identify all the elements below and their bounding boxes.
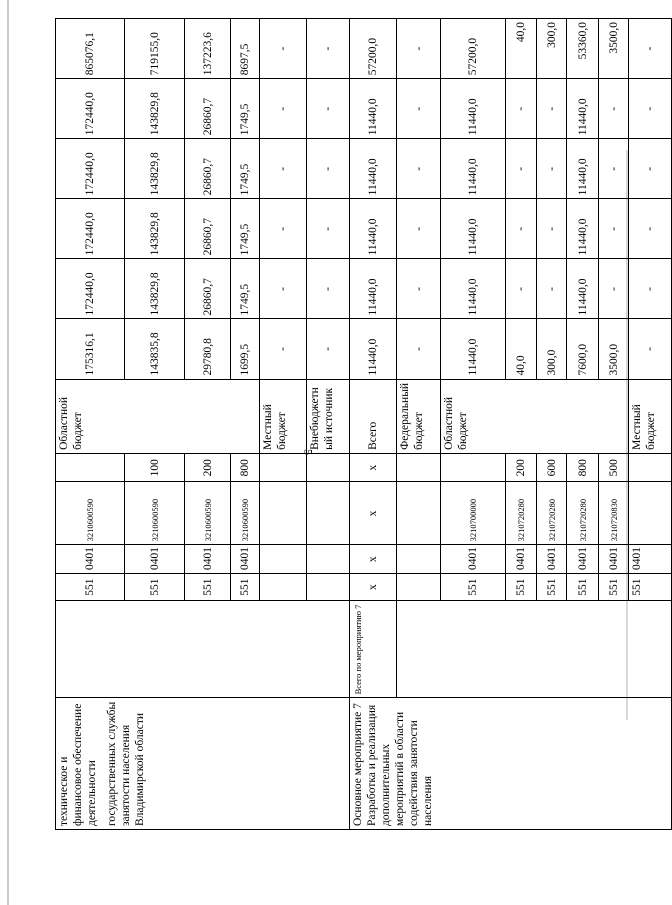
sum-cell: 300,0 — [537, 19, 567, 79]
value-2018-cell: 11440,0 — [350, 199, 397, 259]
value-2018-cell: - — [629, 199, 672, 259]
grbs-cell: 551 — [56, 574, 125, 601]
csr-cell: 3210720280 — [567, 482, 599, 545]
empty-cell — [397, 601, 672, 698]
sum-cell: 8697,5 — [231, 19, 260, 79]
value-2017-cell: - — [307, 259, 350, 319]
vr-cell: 100 — [125, 453, 185, 482]
activity-name-cell — [56, 698, 350, 830]
rzpr-cell: 0401 — [125, 545, 185, 574]
value-2018-cell: - — [599, 199, 629, 259]
value-2019-cell: 1749,5 — [231, 139, 260, 199]
value-2020-cell: - — [397, 79, 441, 139]
value-2017-cell: 172440,0 — [56, 259, 125, 319]
grbs-cell: 551 — [599, 574, 629, 601]
vr-cell — [441, 453, 506, 482]
value-2017-cell: 11440,0 — [350, 259, 397, 319]
vr-cell — [56, 453, 125, 482]
sum-cell: 57200,0 — [350, 19, 397, 79]
value-2019-cell: - — [307, 139, 350, 199]
value-2019-cell: - — [629, 139, 672, 199]
empty-cell — [260, 482, 307, 545]
csr-cell: 3210600590 — [56, 482, 125, 545]
activity-name-part1: техническое и финансовое обеспечение деятельности — [58, 703, 98, 826]
value-2017-cell: 11440,0 — [567, 259, 599, 319]
rzpr-cell: 0401 — [56, 545, 125, 574]
table-row — [350, 19, 397, 830]
value-2019-cell: 11440,0 — [441, 139, 506, 199]
value-2018-cell: - — [307, 199, 350, 259]
source-cell: Областной бюджет — [441, 379, 629, 453]
total-2016-cell: 29780,8 — [185, 319, 231, 379]
value-2018-cell: 172440,0 — [56, 199, 125, 259]
source-cell: Местный бюджет — [260, 379, 307, 453]
empty-cell — [307, 482, 350, 545]
main-activity-text: Разработка и реализация дополнительных мероприятий в области содействия занятости населения — [366, 704, 434, 826]
csr-cell: 3210600590 — [125, 482, 185, 545]
value-2020-cell: 11440,0 — [441, 79, 506, 139]
total-2016-cell: - — [260, 319, 307, 379]
value-2017-cell: 26860,7 — [185, 259, 231, 319]
grbs-cell: x — [350, 574, 397, 601]
empty-cell — [307, 574, 350, 601]
empty-cell — [397, 574, 441, 601]
empty-cell — [629, 453, 672, 482]
empty-cell — [307, 453, 350, 482]
value-2019-cell: 11440,0 — [350, 139, 397, 199]
value-2019-cell: - — [537, 139, 567, 199]
value-2020-cell: - — [629, 79, 672, 139]
vr-cell: 600 — [537, 453, 567, 482]
empty-cell — [397, 482, 441, 545]
total-2016-cell: 175316,1 — [56, 319, 125, 379]
empty-cell — [260, 453, 307, 482]
value-2018-cell: 143829,8 — [125, 199, 185, 259]
value-2017-cell: - — [397, 259, 441, 319]
grbs-cell: 551 — [537, 574, 567, 601]
value-2017-cell: 11440,0 — [441, 259, 506, 319]
grbs-cell: 551 — [567, 574, 599, 601]
value-2019-cell: - — [397, 139, 441, 199]
value-2019-cell: - — [599, 139, 629, 199]
empty-cell — [307, 545, 350, 574]
sum-cell: - — [629, 19, 672, 79]
total-2016-cell: 11440,0 — [350, 319, 397, 379]
csr-cell: x — [350, 482, 397, 545]
source-cell: Федеральный бюджет — [397, 379, 441, 453]
sub-activity-cell: Всего по мероприятию 7 — [350, 601, 397, 698]
main-activity-title: Основное мероприятие 7 — [352, 703, 364, 826]
total-2016-cell: 7600,0 — [567, 319, 599, 379]
total-2016-cell: - — [629, 319, 672, 379]
grbs-cell: 551 — [441, 574, 506, 601]
source-cell: Всего — [350, 379, 397, 453]
grbs-cell: 551 — [629, 574, 672, 601]
value-2017-cell: 143829,8 — [125, 259, 185, 319]
value-2019-cell: 143829,8 — [125, 139, 185, 199]
rzpr-cell: 0401 — [599, 545, 629, 574]
vr-cell: 800 — [231, 453, 260, 482]
total-2016-cell: 1699,5 — [231, 319, 260, 379]
value-2019-cell: 172440,0 — [56, 139, 125, 199]
csr-cell: 3210720830 — [599, 482, 629, 545]
value-2020-cell: 172440,0 — [56, 79, 125, 139]
total-2016-cell: 300,0 — [537, 319, 567, 379]
sum-cell: 53360,0 — [567, 19, 599, 79]
value-2020-cell: - — [260, 79, 307, 139]
empty-cell — [397, 545, 441, 574]
budget-table — [55, 18, 672, 830]
value-2019-cell: - — [506, 139, 537, 199]
value-2018-cell: 26860,7 — [185, 199, 231, 259]
value-2018-cell: - — [506, 199, 537, 259]
value-2020-cell: 143829,8 — [125, 79, 185, 139]
value-2020-cell: 11440,0 — [350, 79, 397, 139]
rzpr-cell: 0401 — [231, 545, 260, 574]
value-2018-cell: - — [397, 199, 441, 259]
source-cell: Областной бюджет — [56, 379, 260, 453]
csr-cell: 3210700000 — [441, 482, 506, 545]
empty-cell — [629, 482, 672, 545]
value-2018-cell: - — [537, 199, 567, 259]
sub-activity-cell — [56, 601, 350, 698]
sum-cell: - — [397, 19, 441, 79]
sum-cell: 865076,1 — [56, 19, 125, 79]
value-2018-cell: - — [260, 199, 307, 259]
sum-cell: - — [307, 19, 350, 79]
rzpr-cell: 0401 — [185, 545, 231, 574]
value-2017-cell: - — [629, 259, 672, 319]
total-2016-cell: 40,0 — [506, 319, 537, 379]
csr-cell: 3210720280 — [506, 482, 537, 545]
vr-cell: 800 — [567, 453, 599, 482]
activity-name-part2: государственных службы занятости населения Владимирской области — [106, 701, 146, 826]
value-2020-cell: - — [537, 79, 567, 139]
table-row — [56, 19, 125, 830]
value-2019-cell: - — [260, 139, 307, 199]
rzpr-cell: 0401 — [441, 545, 506, 574]
value-2019-cell: 11440,0 — [567, 139, 599, 199]
vr-cell: 200 — [506, 453, 537, 482]
value-2018-cell: 1749,5 — [231, 199, 260, 259]
page-number: 5 — [301, 449, 316, 455]
grbs-cell: 551 — [506, 574, 537, 601]
total-2016-cell: 3500,0 — [599, 319, 629, 379]
value-2020-cell: 26860,7 — [185, 79, 231, 139]
value-2020-cell: - — [307, 79, 350, 139]
vr-cell: 200 — [185, 453, 231, 482]
sum-cell: 57200,0 — [441, 19, 506, 79]
empty-cell — [397, 453, 441, 482]
value-2020-cell: 1749,5 — [231, 79, 260, 139]
sum-cell: - — [260, 19, 307, 79]
csr-cell: 3210720280 — [537, 482, 567, 545]
vr-cell: x — [350, 453, 397, 482]
csr-cell: 3210600590 — [185, 482, 231, 545]
sum-cell: 40,0 — [506, 19, 537, 79]
value-2017-cell: 1749,5 — [231, 259, 260, 319]
total-2016-cell: 143835,8 — [125, 319, 185, 379]
value-2017-cell: - — [537, 259, 567, 319]
grbs-cell: 551 — [185, 574, 231, 601]
rzpr-cell: 0401 — [506, 545, 537, 574]
empty-cell — [260, 545, 307, 574]
empty-cell — [260, 574, 307, 601]
grbs-cell: 551 — [125, 574, 185, 601]
sum-cell: 3500,0 — [599, 19, 629, 79]
value-2020-cell: 11440,0 — [567, 79, 599, 139]
value-2018-cell: 11440,0 — [567, 199, 599, 259]
rzpr-cell: 0401 — [537, 545, 567, 574]
sum-cell: 137223,6 — [185, 19, 231, 79]
source-cell: Внебюджетн ый источник — [307, 379, 350, 453]
sum-cell: 719155,0 — [125, 19, 185, 79]
rzpr-cell: 0401 — [567, 545, 599, 574]
total-2016-cell: - — [307, 319, 350, 379]
value-2018-cell: 11440,0 — [441, 199, 506, 259]
rzpr-cell: x — [350, 545, 397, 574]
activity-name-cell — [350, 698, 672, 830]
vr-cell: 500 — [599, 453, 629, 482]
value-2017-cell: - — [599, 259, 629, 319]
value-2020-cell: - — [506, 79, 537, 139]
csr-cell: 3210600590 — [231, 482, 260, 545]
value-2020-cell: - — [599, 79, 629, 139]
value-2017-cell: - — [260, 259, 307, 319]
rzpr-cell: 0401 — [629, 545, 672, 574]
source-cell: Местный бюджет — [629, 379, 672, 453]
total-2016-cell: - — [397, 319, 441, 379]
value-2017-cell: - — [506, 259, 537, 319]
grbs-cell: 551 — [231, 574, 260, 601]
value-2019-cell: 26860,7 — [185, 139, 231, 199]
total-2016-cell: 11440,0 — [441, 319, 506, 379]
